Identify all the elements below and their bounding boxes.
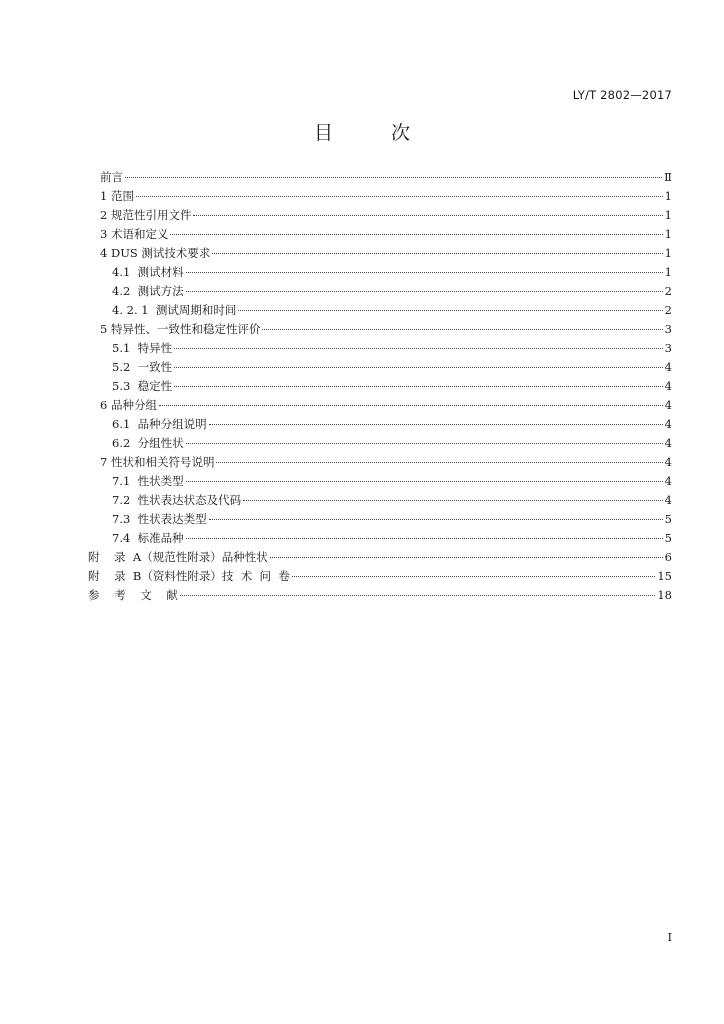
toc-entry-label: 3 术语和定义 xyxy=(100,227,169,241)
toc-entry-foreword[interactable] xyxy=(100,168,672,187)
toc-entry-label: 1 范围 xyxy=(100,189,134,203)
standard-code: LY/T 2802—2017 xyxy=(572,88,672,102)
toc-entry-1[interactable] xyxy=(100,187,672,206)
toc-entry-page: 6 xyxy=(664,550,672,564)
toc-entry-label: 4.1 测试材料 xyxy=(112,265,184,279)
toc-entry-7-2[interactable] xyxy=(112,491,672,510)
toc-entry-page: 18 xyxy=(657,588,672,602)
toc-entry-label: 7.1 性状类型 xyxy=(112,474,184,488)
toc-entry-7-1[interactable] xyxy=(112,472,672,491)
toc-entry-5-2[interactable] xyxy=(112,358,672,377)
toc-entry-page: 5 xyxy=(664,531,672,545)
toc-leader-dots xyxy=(186,538,663,539)
toc-entry-label: 4 DUS 测试技术要求 xyxy=(100,246,211,260)
toc-entry-page: 2 xyxy=(664,303,672,317)
toc-entry-5-3[interactable] xyxy=(112,377,672,396)
toc-entry-label: 5.3 稳定性 xyxy=(112,379,173,393)
toc-entry-appendix-b[interactable] xyxy=(88,567,672,586)
toc-entry-label: 5.2 一致性 xyxy=(112,360,173,374)
toc-entry-2[interactable] xyxy=(100,206,672,225)
toc-entry-6-2[interactable] xyxy=(112,434,672,453)
toc-entry-page: 4 xyxy=(664,398,672,412)
toc-entry-label: 6.1 品种分组说明 xyxy=(112,417,207,431)
toc-leader-dots xyxy=(238,310,662,311)
toc-leader-dots xyxy=(193,215,662,216)
toc-entry-label: 6 品种分组 xyxy=(100,398,157,412)
toc-entry-4-2-1[interactable] xyxy=(112,301,672,320)
toc-entry-label: 参 考 文 献 xyxy=(88,588,178,602)
toc-leader-dots xyxy=(209,424,663,425)
toc-leader-dots xyxy=(186,443,663,444)
toc-entry-label: 附 录 A（规范性附录）品种性状 xyxy=(88,550,268,564)
toc-entry-label: 4.2 测试方法 xyxy=(112,284,184,298)
toc-leader-dots xyxy=(136,196,663,197)
toc-entry-page: 5 xyxy=(664,512,672,526)
toc-entry-3[interactable] xyxy=(100,225,672,244)
toc-leader-dots xyxy=(186,272,663,273)
toc-entry-label: 7.2 性状表达状态及代码 xyxy=(112,493,242,507)
toc-entry-page: 1 xyxy=(664,227,672,241)
toc-entry-references[interactable] xyxy=(88,586,672,605)
toc-entry-6[interactable] xyxy=(100,396,672,415)
toc-leader-dots xyxy=(209,519,663,520)
toc-entry-4[interactable] xyxy=(100,244,672,263)
toc-entry-page: 3 xyxy=(664,341,672,355)
toc-entry-label: 7.4 标准品种 xyxy=(112,531,184,545)
toc-entry-page: 1 xyxy=(664,208,672,222)
toc-entry-page: 1 xyxy=(664,246,672,260)
toc-leader-dots xyxy=(292,576,656,577)
toc-entry-label: 7.3 性状表达类型 xyxy=(112,512,207,526)
toc-entry-page: 3 xyxy=(664,322,672,336)
toc-entry-page: 4 xyxy=(664,417,672,431)
toc-entry-page: 4 xyxy=(664,493,672,507)
toc-entry-4-1[interactable] xyxy=(112,263,672,282)
toc-leader-dots xyxy=(186,291,663,292)
toc-entry-label: 5.1 特异性 xyxy=(112,341,173,355)
toc-entry-6-1[interactable] xyxy=(112,415,672,434)
toc-entry-page: 4 xyxy=(664,436,672,450)
toc-leader-dots xyxy=(174,367,663,368)
toc-leader-dots xyxy=(125,177,662,178)
toc-entry-appendix-a[interactable] xyxy=(88,548,672,567)
toc-leader-dots xyxy=(243,500,663,501)
toc-entry-label: 6.2 分组性状 xyxy=(112,436,184,450)
toc-entry-page: 1 xyxy=(664,265,672,279)
toc-leader-dots xyxy=(174,348,663,349)
toc-entry-label: 2 规范性引用文件 xyxy=(100,208,192,222)
toc-leader-dots xyxy=(170,234,662,235)
toc-leader-dots xyxy=(212,253,662,254)
toc-leader-dots xyxy=(159,405,663,406)
toc-entry-page: Ⅱ xyxy=(664,170,672,184)
toc-entry-7[interactable] xyxy=(100,453,672,472)
page-number: I xyxy=(667,930,672,944)
toc-entry-label: 5 特异性、一致性和稳定性评价 xyxy=(100,322,261,336)
toc-entry-page: 15 xyxy=(657,569,672,583)
toc-leader-dots xyxy=(186,481,663,482)
toc-entry-page: 4 xyxy=(664,455,672,469)
toc-leader-dots xyxy=(174,386,663,387)
toc-entry-4-2[interactable] xyxy=(112,282,672,301)
toc-entry-page: 2 xyxy=(664,284,672,298)
toc-entry-label: 附 录 B（资料性附录）技 术 问 卷 xyxy=(88,569,290,583)
toc-entry-5[interactable] xyxy=(100,320,672,339)
toc-entry-label: 7 性状和相关符号说明 xyxy=(100,455,215,469)
toc-leader-dots xyxy=(270,557,663,558)
toc-leader-dots xyxy=(180,595,655,596)
toc-entry-5-1[interactable] xyxy=(112,339,672,358)
toc-entry-label: 4. 2. 1 测试周期和时间 xyxy=(112,303,237,317)
toc-entry-label: 前言 xyxy=(100,170,123,184)
toc-entry-page: 1 xyxy=(664,189,672,203)
toc-entry-page: 4 xyxy=(664,474,672,488)
toc-entry-page: 4 xyxy=(664,360,672,374)
toc-leader-dots xyxy=(262,329,662,330)
toc-leader-dots xyxy=(216,462,662,463)
toc-entry-page: 4 xyxy=(664,379,672,393)
toc-entry-7-4[interactable] xyxy=(112,529,672,548)
toc-entry-7-3[interactable] xyxy=(112,510,672,529)
page-title: 目 次 xyxy=(313,122,437,144)
